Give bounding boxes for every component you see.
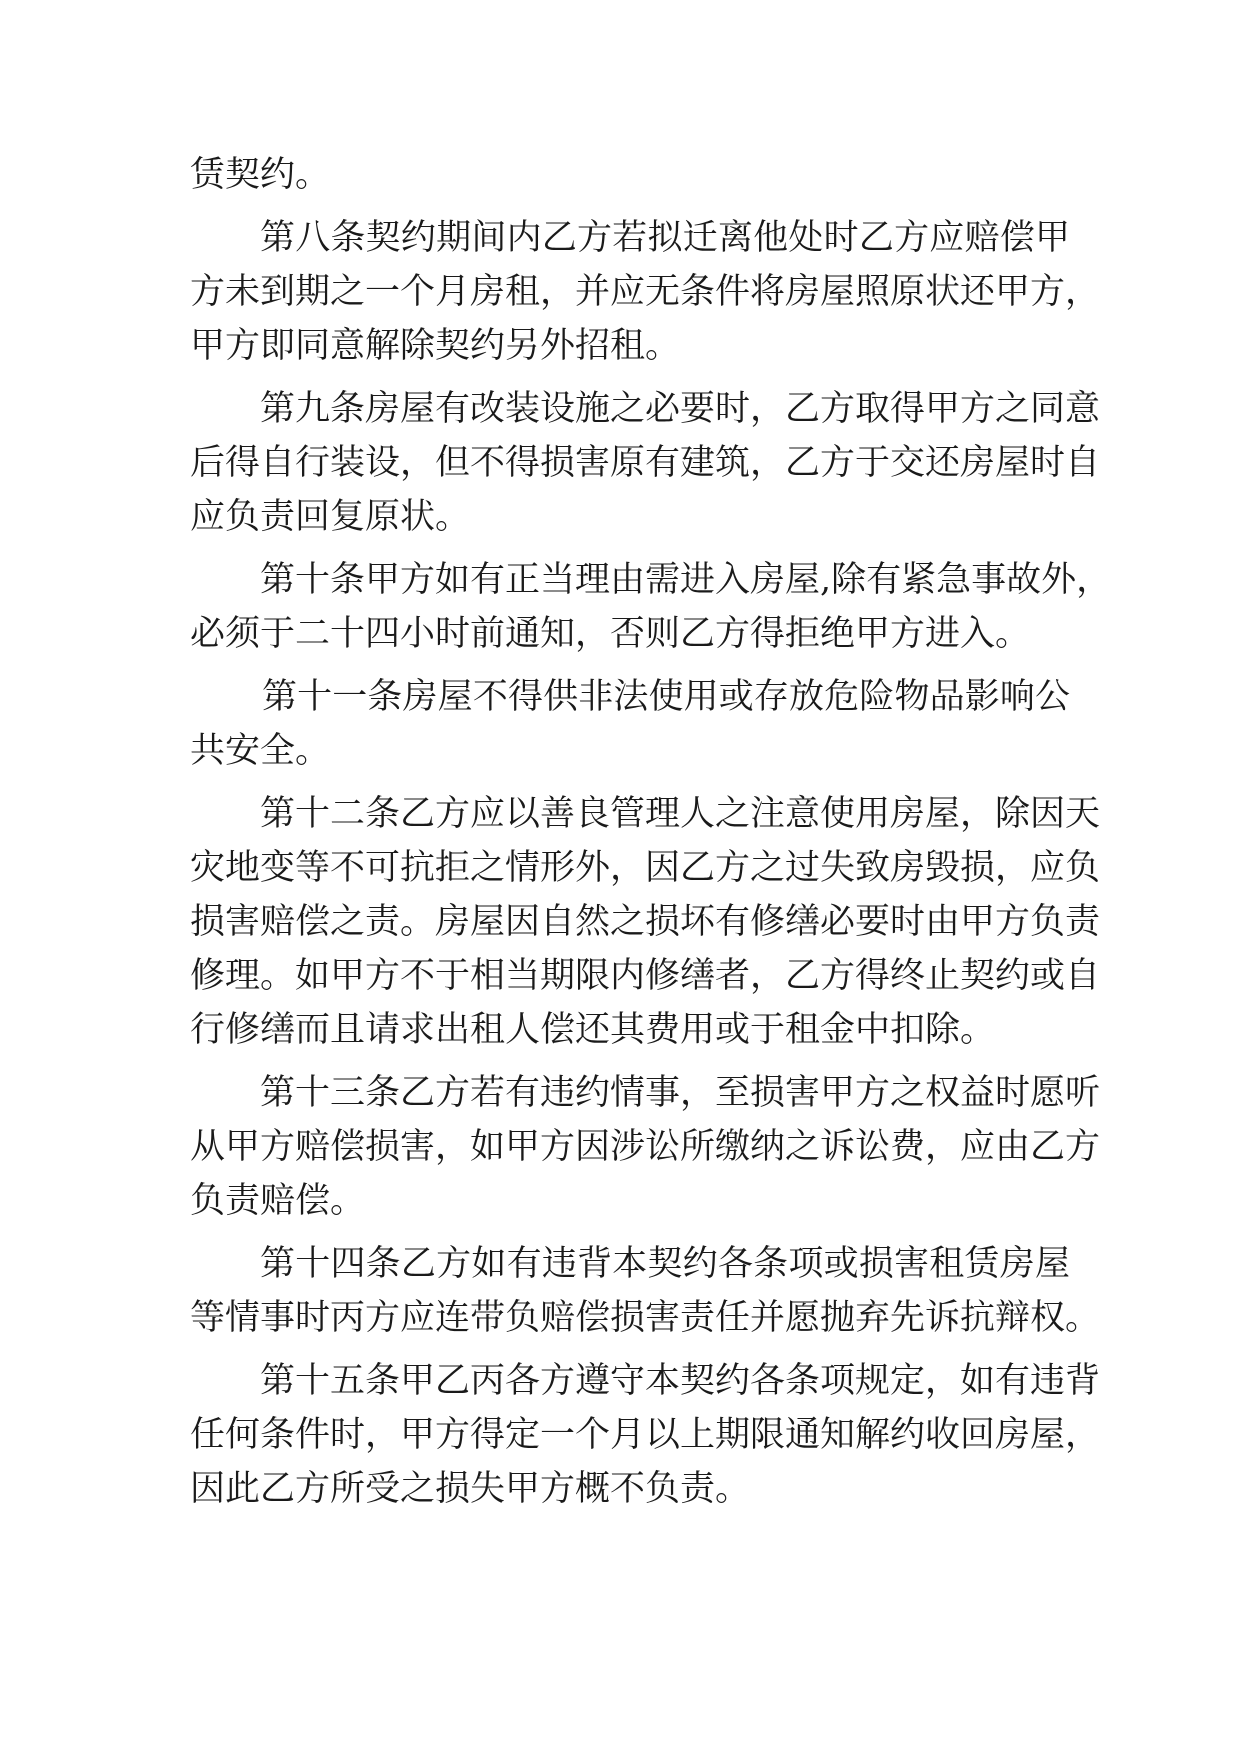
text-line: 因此乙方所受之损失甲方概不负责。 [190, 1469, 751, 1509]
text-line: 应负责回复原状。 [190, 497, 471, 537]
clause-14-line: 第十四条乙方如有违背本契约各条项或损害租赁房屋 [260, 1244, 1070, 1284]
text-line: 灾地变等不可抗拒之情形外，因乙方之过失致房毁损，应负 [190, 848, 1101, 888]
text-line: 行修缮而且请求出租人偿还其费用或于租金中扣除。 [190, 1010, 996, 1050]
text-line: 负责赔偿。 [190, 1181, 366, 1221]
text-line: 方未到期之一个月房租，并应无条件将房屋照原状还甲方， [190, 272, 1101, 312]
clause-12-line: 第十二条乙方应以善良管理人之注意使用房屋，除因天 [260, 794, 1101, 834]
text-line: 损害赔偿之责。房屋因自然之损坏有修缮必要时由甲方负责 [190, 902, 1101, 942]
text-line: 甲方即同意解除契约另外招租。 [190, 326, 681, 366]
text-line: 任何条件时，甲方得定一个月以上期限通知解约收回房屋， [190, 1415, 1101, 1455]
text-line: 后得自行装设，但不得损害原有建筑，乙方于交还房屋时自 [190, 443, 1101, 483]
clause-9-line: 第九条房屋有改装设施之必要时，乙方取得甲方之同意 [260, 389, 1101, 429]
clause-13-line: 第十三条乙方若有违约情事，至损害甲方之权益时愿听 [260, 1073, 1101, 1113]
clause-11-line: 第十一条房屋不得供非法使用或存放危险物品影响公 [262, 677, 1070, 717]
text-line: 共安全。 [190, 731, 331, 771]
text-line: 修理。如甲方不于相当期限内修缮者，乙方得终止契约或自 [190, 956, 1101, 996]
text-line: 从甲方赔偿损害，如甲方因涉讼所缴纳之诉讼费，应由乙方 [190, 1127, 1101, 1167]
clause-10-line: 第十条甲方如有正当理由需进入房屋,除有紧急事故外， [260, 560, 1112, 600]
clause-8-line: 第八条契约期间内乙方若拟迁离他处时乙方应赔偿甲 [260, 218, 1070, 258]
text-line: 必须于二十四小时前通知，否则乙方得拒绝甲方进入。 [190, 614, 1031, 654]
text-line: 等情事时丙方应连带负赔偿损害责任并愿抛弃先诉抗辩权。 [190, 1298, 1101, 1338]
clause-15-line: 第十五条甲乙丙各方遵守本契约各条项规定，如有违背 [260, 1361, 1101, 1401]
text-line: 赁契约。 [190, 155, 331, 195]
